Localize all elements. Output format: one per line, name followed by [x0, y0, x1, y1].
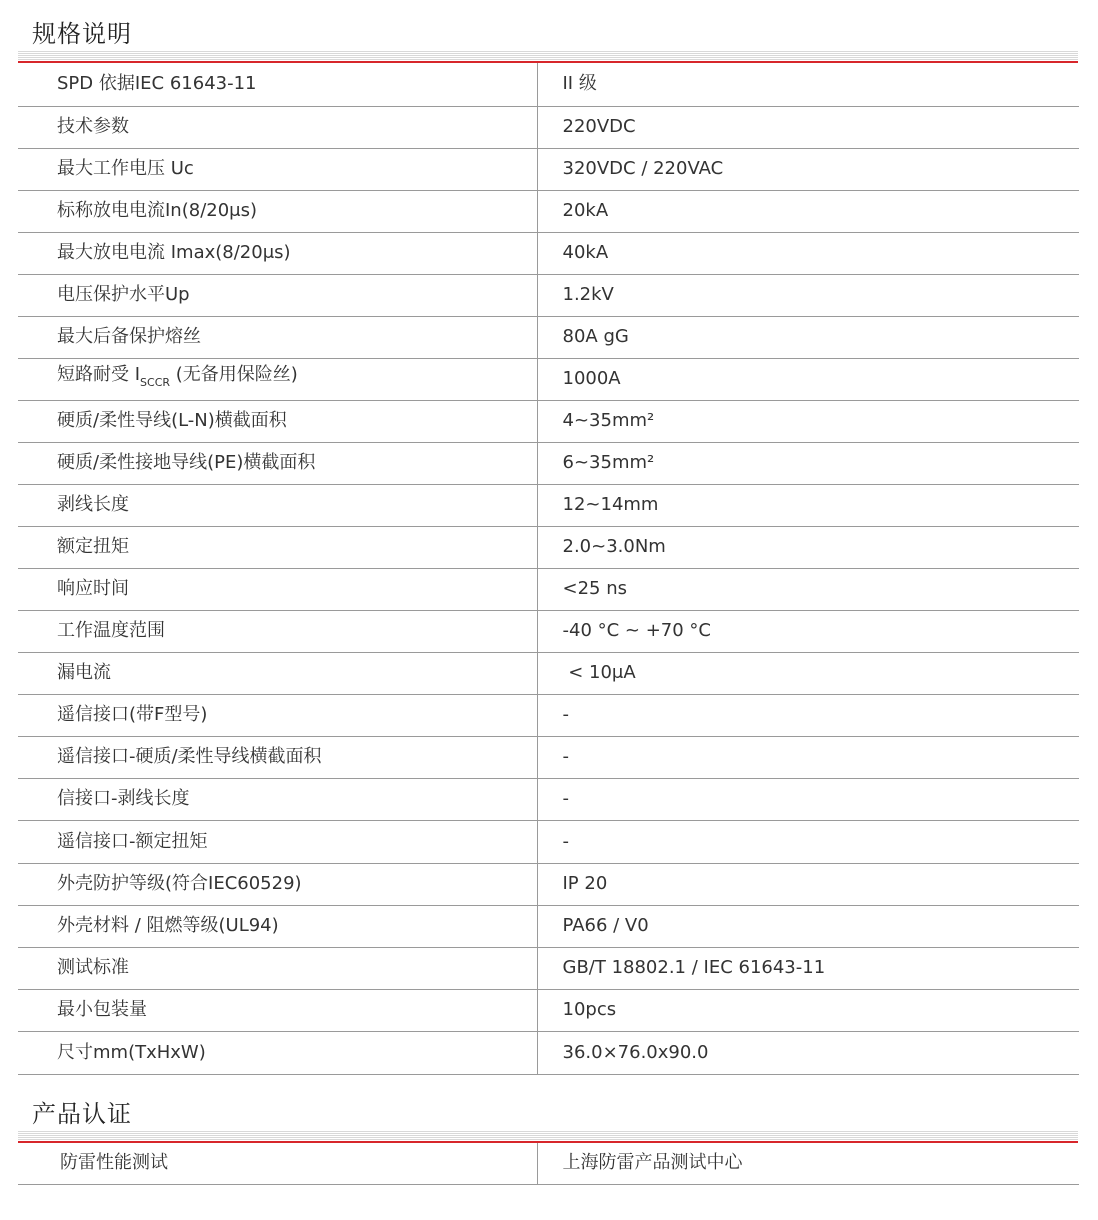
spec-label: 响应时间 [18, 568, 537, 610]
table-row [18, 400, 1079, 442]
spec-label: 硬质/柔性接地导线(PE)横截面积 [18, 442, 537, 484]
spec-label: 外壳防护等级(符合IEC60529) [18, 863, 537, 905]
spec-value: - [537, 694, 1079, 736]
table-row [18, 694, 1079, 736]
table-row [18, 947, 1079, 989]
spec-label: 测试标准 [18, 947, 537, 989]
table-row [18, 358, 1079, 400]
spec-value: PA66 / V0 [537, 905, 1079, 947]
spec-value: 220VDC [537, 106, 1079, 148]
spec-section-title: 规格说明 [32, 20, 132, 48]
spec-value: II 级 [537, 63, 1079, 106]
spec-label-prefix: 短路耐受 I [57, 364, 141, 385]
table-row [18, 905, 1079, 947]
table-row [18, 526, 1079, 568]
table-row [18, 232, 1079, 274]
spec-label [18, 358, 537, 400]
spec-label: SPD 依据IEC 61643-11 [18, 63, 537, 106]
table-row [18, 1031, 1079, 1074]
spec-value: 2.0~3.0Nm [537, 526, 1079, 568]
spec-value: GB/T 18802.1 / IEC 61643-11 [537, 947, 1079, 989]
spec-label: 尺寸mm(TxHxW) [18, 1031, 537, 1074]
spec-label: 外壳材料 / 阻燃等级(UL94) [18, 905, 537, 947]
spec-label-subscript: SCCR [140, 376, 171, 389]
spec-value: - [537, 820, 1079, 863]
spec-value: 80A gG [537, 316, 1079, 358]
spec-label: 硬质/柔性导线(L-N)横截面积 [18, 400, 537, 442]
spec-label: 最大工作电压 Uc [18, 148, 537, 190]
table-row [18, 442, 1079, 484]
spec-label: 最小包装量 [18, 989, 537, 1031]
table-row [18, 316, 1079, 358]
spec-value: 12~14mm [537, 484, 1079, 526]
spec-value: 36.0×76.0x90.0 [537, 1031, 1079, 1074]
table-row [18, 190, 1079, 232]
spec-value: - [537, 778, 1079, 820]
table-row [18, 484, 1079, 526]
spec-label: 技术参数 [18, 106, 537, 148]
spec-label-suffix: (无备用保险丝) [170, 364, 298, 385]
table-row [18, 778, 1079, 820]
table-row [18, 610, 1079, 652]
spec-label: 信接口-剥线长度 [18, 778, 537, 820]
spec-value: 4~35mm² [537, 400, 1079, 442]
table-row [18, 1143, 1079, 1184]
spec-value: 10pcs [537, 989, 1079, 1031]
table-row [18, 148, 1079, 190]
spec-value: IP 20 [537, 863, 1079, 905]
table-row [18, 106, 1079, 148]
spec-title-rule [18, 51, 1078, 61]
spec-label: 最大放电电流 Imax(8/20μs) [18, 232, 537, 274]
spec-label: 漏电流 [18, 652, 537, 694]
spec-table [18, 63, 1079, 1075]
spec-label: 额定扭矩 [18, 526, 537, 568]
spec-label: 工作温度范围 [18, 610, 537, 652]
spec-label: 标称放电电流In(8/20μs) [18, 190, 537, 232]
spec-value: 320VDC / 220VAC [537, 148, 1079, 190]
table-row [18, 568, 1079, 610]
spec-value: 1.2kV [537, 274, 1079, 316]
spec-value: -40 °C ~ +70 °C [537, 610, 1079, 652]
spec-value: - [537, 736, 1079, 778]
certification-section-title: 产品认证 [32, 1100, 132, 1128]
spec-value: 20kA [537, 190, 1079, 232]
spec-value: < 10μA [537, 652, 1079, 694]
spec-value: 40kA [537, 232, 1079, 274]
spec-label: 最大后备保护熔丝 [18, 316, 537, 358]
spec-value: 1000A [537, 358, 1079, 400]
spec-value: 6~35mm² [537, 442, 1079, 484]
certification-title-rule [18, 1131, 1078, 1141]
table-row [18, 736, 1079, 778]
spec-label: 遥信接口(带F型号) [18, 694, 537, 736]
certification-label: 防雷性能测试 [18, 1143, 537, 1184]
spec-label: 遥信接口-硬质/柔性导线横截面积 [18, 736, 537, 778]
table-row [18, 863, 1079, 905]
spec-label: 电压保护水平Up [18, 274, 537, 316]
certification-table [18, 1143, 1079, 1185]
spec-label: 遥信接口-额定扭矩 [18, 820, 537, 863]
spec-value: <25 ns [537, 568, 1079, 610]
certification-value: 上海防雷产品测试中心 [537, 1143, 1079, 1184]
table-row [18, 820, 1079, 863]
spec-label: 剥线长度 [18, 484, 537, 526]
table-row [18, 652, 1079, 694]
table-row [18, 989, 1079, 1031]
table-row [18, 274, 1079, 316]
table-row [18, 63, 1079, 106]
